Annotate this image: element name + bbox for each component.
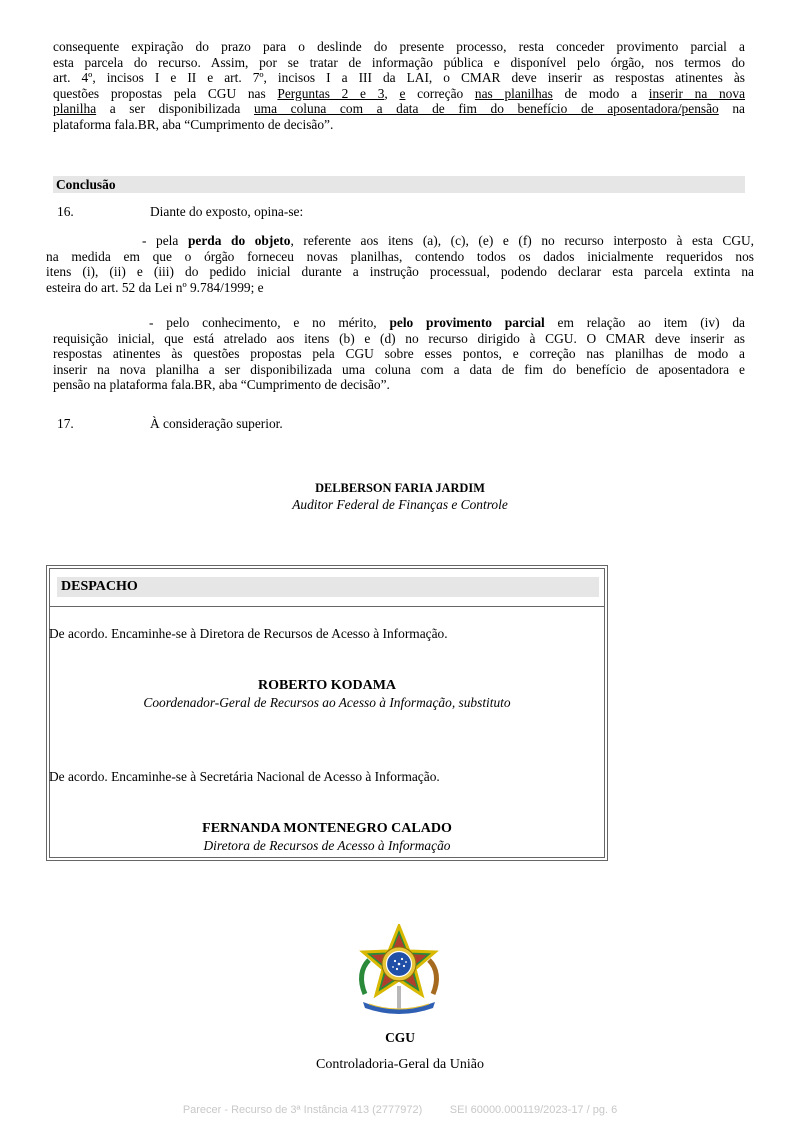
- bullet2-line-4: inserir na nova planilha a ser disponibilizada uma coluna com a data de fim do benefício de aposentadora e: [53, 361, 745, 377]
- page-footer: Parecer - Recurso de 3ª Instância 413 (2777972) SEI 60000.000119/2023-17 / pg. 6: [182, 1104, 618, 1116]
- link-perguntas: Perguntas 2 e 3: [277, 85, 385, 101]
- bullet1-line-3: itens (i), (ii) e (iii) do pedido inicial durante a instrução processual, podendo declarar esta parcela extinta na: [46, 264, 754, 280]
- bullet1-line-1-a: - pela: [142, 233, 188, 248]
- intro-line-4-d: de modo a: [552, 85, 649, 101]
- brazil-coat-of-arms-icon: [355, 924, 443, 1016]
- intro-line-2: esta parcela do recurso. Assim, por se tratar de informação pública e disponível pelo órgão, nos termos do: [53, 54, 745, 70]
- bullet-perda-objeto: [46, 233, 754, 295]
- bullet2-bold: pelo provimento parcial: [389, 315, 545, 330]
- despacho-entry-1-text: De acordo. Encaminhe-se à Diretora de Recursos de Acesso à Informação.: [49, 626, 448, 641]
- conclusion-heading: Conclusão: [53, 176, 745, 193]
- despacho-signature-fernanda: [49, 820, 605, 854]
- intro-underlined-inserir: inserir na nova: [648, 85, 746, 101]
- despacho-head-row: [50, 569, 604, 607]
- signature-delberson: [200, 481, 600, 512]
- intro-line-4-a: questões propostas pela CGU nas: [53, 85, 278, 101]
- item-16: [57, 204, 747, 220]
- intro-line-4-c: correção: [405, 85, 475, 101]
- intro-underlined-e: e: [399, 85, 406, 101]
- despacho-signature-kodama: [49, 677, 605, 711]
- bullet2-line-1-b: em relação ao item (iv) da: [544, 315, 745, 330]
- intro-underlined-planilha: planilha: [53, 101, 97, 117]
- intro-underlined-planilhas: nas planilhas: [474, 85, 553, 101]
- bullet2-line-3: respostas atinentes às questões propostas pela CGU sobre esses pontos, e correção nas planilhas de modo a: [53, 346, 745, 362]
- signature-1-role: Auditor Federal de Finanças e Controle: [292, 496, 508, 512]
- signature-3-role: Diretora de Recursos de Acesso à Informação: [203, 838, 451, 853]
- signature-2-role: Coordenador-Geral de Recursos ao Acesso à Informação, substituto: [143, 695, 511, 710]
- item-16-number: 16.: [57, 204, 74, 219]
- item-17: [57, 416, 747, 432]
- intro-paragraph: [53, 39, 745, 133]
- intro-line-4: [53, 86, 745, 102]
- bullet-provimento-parcial: [53, 315, 745, 393]
- signature-1-name: DELBERSON FARIA JARDIM: [315, 481, 485, 495]
- emblem-acronym: CGU: [385, 1030, 415, 1045]
- despacho-entry-2-text: De acordo. Encaminhe-se à Secretária Nacional de Acesso à Informação.: [49, 769, 440, 784]
- intro-line-5-a: a ser disponibilizada: [96, 101, 254, 117]
- bullet1-line-1-b: , referente aos itens (a), (c), (e) e (f) no recurso interposto à esta CGU,: [290, 233, 755, 248]
- despacho-inner-frame: [49, 568, 605, 858]
- bullet1-bold: perda do objeto: [187, 233, 291, 248]
- despacho-box: [46, 565, 608, 861]
- emblem-org-name: Controladoria-Geral da União: [316, 1057, 484, 1072]
- item-17-text: À consideração superior.: [150, 416, 283, 431]
- bullet1-line-2: na medida em que o órgão forneceu novas planilhas, contendo todos os dados inicialmente requeridos nos: [46, 248, 754, 264]
- bullet1-line-4: esteira do art. 52 da Lei nº 9.784/1999; e: [46, 279, 264, 295]
- bullet2-line-1: [53, 315, 745, 331]
- bullet2-line-1-a: - pelo conhecimento, e no mérito,: [149, 315, 390, 330]
- intro-line-4-b: ,: [384, 85, 400, 101]
- intro-line-3: art. 4º, incisos I e II e art. 7º, incisos I a III da LAI, o CMAR deve inserir as respostas atinentes às: [53, 70, 745, 86]
- signature-2-name: ROBERTO KODAMA: [257, 678, 397, 693]
- bullet1-line-1: [46, 233, 754, 249]
- bullet2-line-2: requisição inicial, que está atrelado aos itens (b) e (d) no recurso dirigido à CGU. O CMAR deve inserir as: [53, 330, 745, 346]
- item-16-text: Diante do exposto, opina-se:: [150, 204, 304, 219]
- item-17-number: 17.: [57, 416, 74, 431]
- intro-line-1: consequente expiração do prazo para o deslinde do presente processo, resta conceder provimento parcial a: [53, 39, 745, 54]
- despacho-heading: DESPACHO: [57, 577, 599, 597]
- intro-line-5: [53, 101, 745, 117]
- intro-line-6: plataforma fala.BR, aba “Cumprimento de decisão”.: [53, 116, 334, 132]
- signature-3-name: FERNANDA MONTENEGRO CALADO: [202, 821, 452, 836]
- bullet2-line-5: pensão na plataforma fala.BR, aba “Cumprimento de decisão”.: [53, 377, 390, 393]
- intro-line-5-b: na: [718, 101, 745, 117]
- intro-underlined-coluna: uma coluna com a data de fim do benefício de aposentadora/pensão: [253, 101, 719, 117]
